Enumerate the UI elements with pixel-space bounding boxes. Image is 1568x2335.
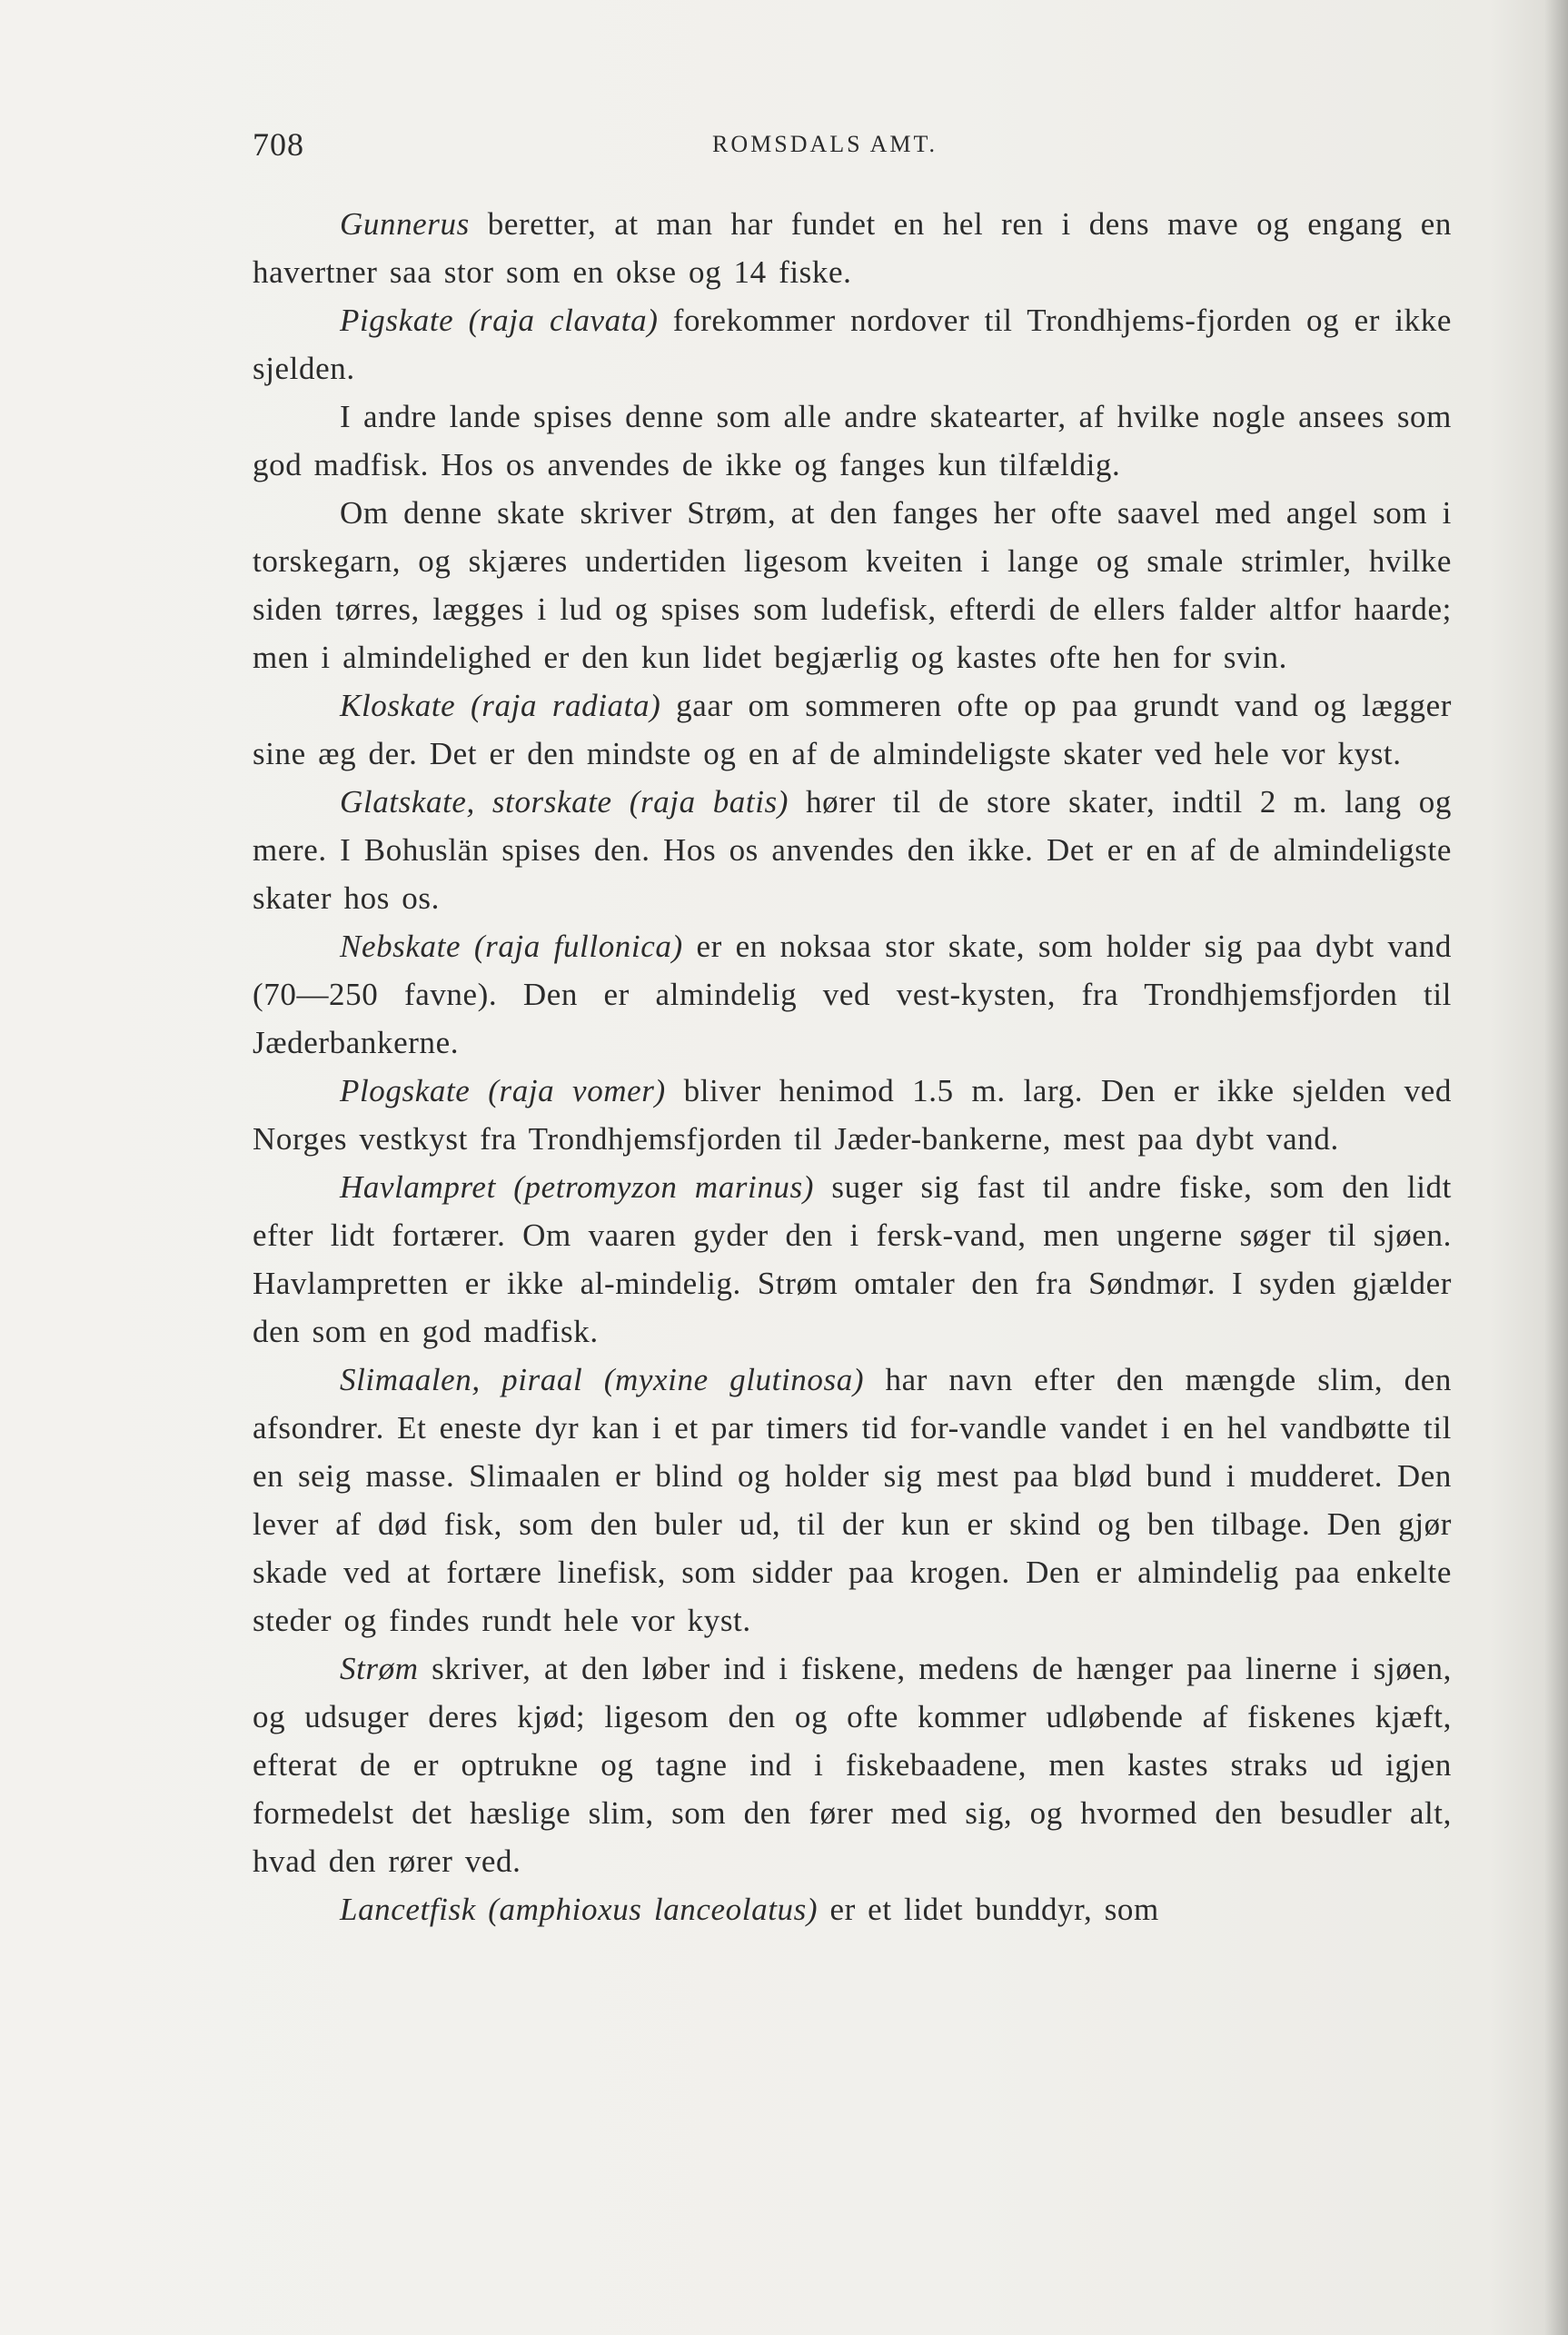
paragraph: [253, 296, 1452, 392]
paragraph: [253, 200, 1452, 296]
paragraph-lead: Lancetfisk (amphioxus lanceolatus): [340, 1892, 819, 1927]
paragraph-text: skriver, at den løber ind i fiskene, medens de hænger paa linerne i sjøen, og udsuger deres kjød; ligesom den og ofte kommer udløbende af fiskenes kjæft, efterat de er optrukne og tagne ind i fiskebaadene, men kastes straks ud igjen formedelst det hæslige slim, som den fører med sig, og hvormed den besudler alt, hvad den rører ved.: [253, 1651, 1452, 1879]
paragraph: [253, 1163, 1452, 1356]
running-title: ROMSDALS AMT.: [712, 131, 938, 157]
page-header: [253, 125, 1452, 171]
paragraph-lead: Glatskate, storskate (raja batis): [340, 784, 789, 820]
paragraph-lead: Strøm: [340, 1651, 419, 1686]
paragraph-lead: Gunnerus: [340, 206, 470, 242]
paragraph-text: forekommer nordover til Trondhjems-fjorden og er ikke sjelden.: [253, 303, 1452, 386]
paragraph-text: er et lidet bunddyr, som: [818, 1892, 1159, 1927]
paragraph: [253, 778, 1452, 922]
page-edge-shadow: [1544, 0, 1568, 2335]
paragraph-lead: Plogskate (raja vomer): [340, 1073, 666, 1108]
paragraph-text: Om denne skate skriver Strøm, at den fanges her ofte saavel med angel som i torskegarn, og skjæres undertiden ligesom kveiten i lange og smale strimler, hvilke siden tørres, lægges i lud og spises som ludefisk, efterdi de ellers falder altfor haarde; men i almindelighed er den kun lidet begjærlig og kastes ofte hen for svin.: [253, 495, 1452, 675]
paragraph-text: har navn efter den mængde slim, den afsondrer. Et eneste dyr kan i et par timers tid for-vandle vandet i en hel vandbøtte til en seig masse. Slimaalen er blind og holder sig mest paa blød bund i mudderet. Den lever af død fisk, som den buler ud, til der kun er skind og ben tilbage. Den gjør skade ved at fortære linefisk, som sidder paa krogen. Den er almindelig paa enkelte steder og findes rundt hele vor kyst.: [253, 1362, 1453, 1638]
paragraph-text: gaar om sommeren ofte op paa grundt vand og lægger sine æg der. Det er den mindste og en af de almindeligste skater ved hele vor kyst.: [253, 688, 1452, 771]
paragraph-text: bliver henimod 1.5 m. larg. Den er ikke sjelden ved Norges vestkyst fra Trondhjemsfjorden til Jæder-bankerne, mest paa dybt vand.: [253, 1073, 1452, 1157]
paragraph-lead: Slimaalen, piraal (myxine glutinosa): [340, 1362, 865, 1397]
paragraph: [253, 1644, 1452, 1885]
paragraph: [253, 1067, 1452, 1163]
paragraph-text: er en noksaa stor skate, som holder sig paa dybt vand (70—250 favne). Den er almindelig ved vest-kysten, fra Trondhjemsfjorden til Jæderbankerne.: [253, 929, 1452, 1060]
body-text: [253, 200, 1452, 1933]
paragraph-lead: Pigskate (raja clavata): [340, 303, 659, 338]
paragraph-text: I andre lande spises denne som alle andre skatearter, af hvilke nogle ansees som god madfisk. Hos os anvendes de ikke og fanges kun tilfældig.: [253, 399, 1452, 482]
paragraph-text: hører til de store skater, indtil 2 m. lang og mere. I Bohuslän spises den. Hos os anvendes den ikke. Det er en af de almindeligste skater hos os.: [253, 784, 1452, 916]
paragraph-text: suger sig fast til andre fiske, som den lidt efter lidt fortærer. Om vaaren gyder den i fersk-vand, men ungerne søger til sjøen. Havlampretten er ikke al-mindelig. Strøm omtaler den fra Søndmør. I syden gjælder den som en god madfisk.: [253, 1169, 1452, 1349]
page-number: 708: [253, 126, 304, 163]
paragraph: [253, 922, 1452, 1067]
paragraph-lead: Kloskate (raja radiata): [340, 688, 661, 723]
paragraph-lead: Havlampret (petromyzon marinus): [340, 1169, 815, 1205]
paragraph-lead: Nebskate (raja fullonica): [340, 929, 683, 964]
paragraph-text: beretter, at man har fundet en hel ren i dens mave og engang en havertner saa stor som en okse og 14 fiske.: [253, 206, 1452, 290]
paragraph: [253, 392, 1452, 489]
paragraph: [253, 1356, 1452, 1644]
paragraph: [253, 681, 1452, 778]
paragraph: [253, 489, 1452, 681]
paragraph: [253, 1885, 1452, 1933]
